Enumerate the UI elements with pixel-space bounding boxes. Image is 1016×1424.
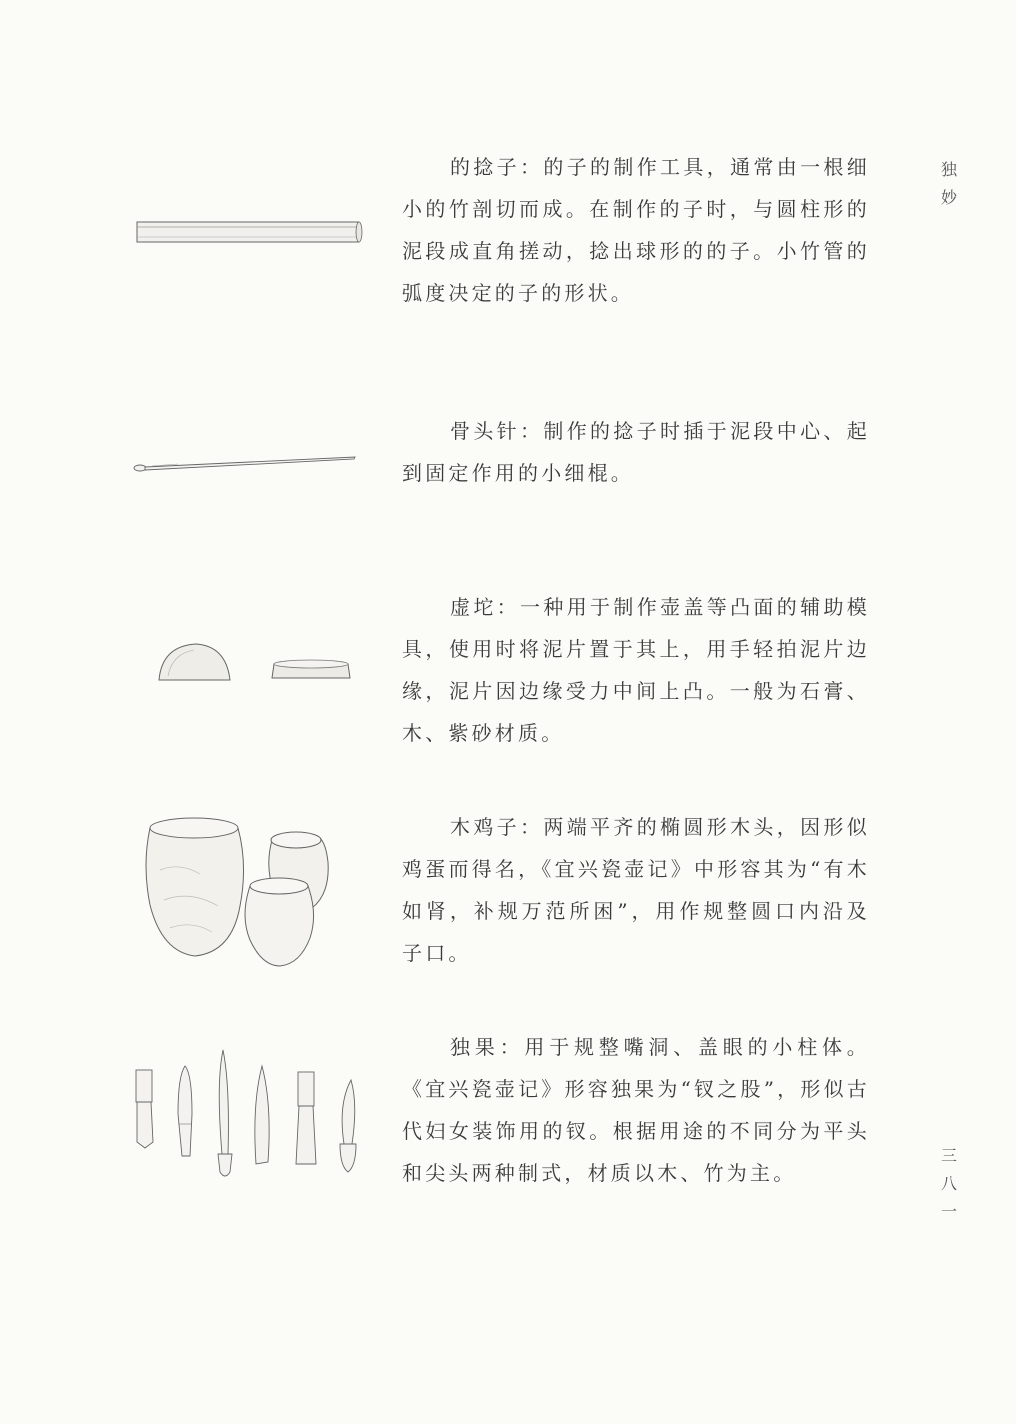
bamboo-tube-illustration — [134, 218, 364, 248]
wooden-egg-illustration — [140, 810, 340, 972]
entry-text: 用于规整嘴洞、盖眼的小柱体。《宜兴瓷壶记》形容独果为“钗之股”，形似古代妇女装饰用的钗。根据用途的不同分为平头和尖头两种制式，材质以木、竹为主。 — [402, 1035, 870, 1185]
running-head: 独妙 — [940, 160, 957, 207]
entry-xutuo — [402, 586, 870, 754]
entry-term: 木鸡子： — [450, 815, 544, 839]
entry-term: 骨头针： — [450, 419, 544, 443]
entry-text: 两端平齐的椭圆形木头，因形似鸡蛋而得名，《宜兴瓷壶记》中形容其为“有木如肾，补规万范所困”，用作规整圆口内沿及子口。 — [402, 815, 870, 965]
entry-duguo — [402, 1026, 870, 1194]
duguo-tools-illustration — [130, 1044, 362, 1184]
bone-needle-illustration — [130, 452, 360, 476]
page-number: 三八一 — [940, 1146, 957, 1221]
entry-text: 制作的捻子时插于泥段中心、起到固定作用的小细棍。 — [402, 419, 870, 485]
entry-term: 虚坨： — [450, 595, 521, 619]
entry-text: 一种用于制作壶盖等凸面的辅助模具，使用时将泥片置于其上，用手轻拍泥片边缘，泥片因边缘受力中间上凸。一般为石膏、木、紫砂材质。 — [402, 595, 870, 745]
entry-term: 独果： — [450, 1035, 525, 1059]
entry-gutouzhen — [402, 410, 870, 494]
dome-mold-illustration — [154, 638, 354, 688]
entry-mujizi — [402, 806, 870, 974]
entry-term: 的捻子： — [450, 155, 544, 179]
entry-dinianzi — [402, 146, 870, 314]
entry-text: 的子的制作工具，通常由一根细小的竹剖切而成。在制作的子时，与圆柱形的泥段成直角搓动，捻出球形的的子。小竹管的弧度决定的子的形状。 — [402, 155, 870, 305]
